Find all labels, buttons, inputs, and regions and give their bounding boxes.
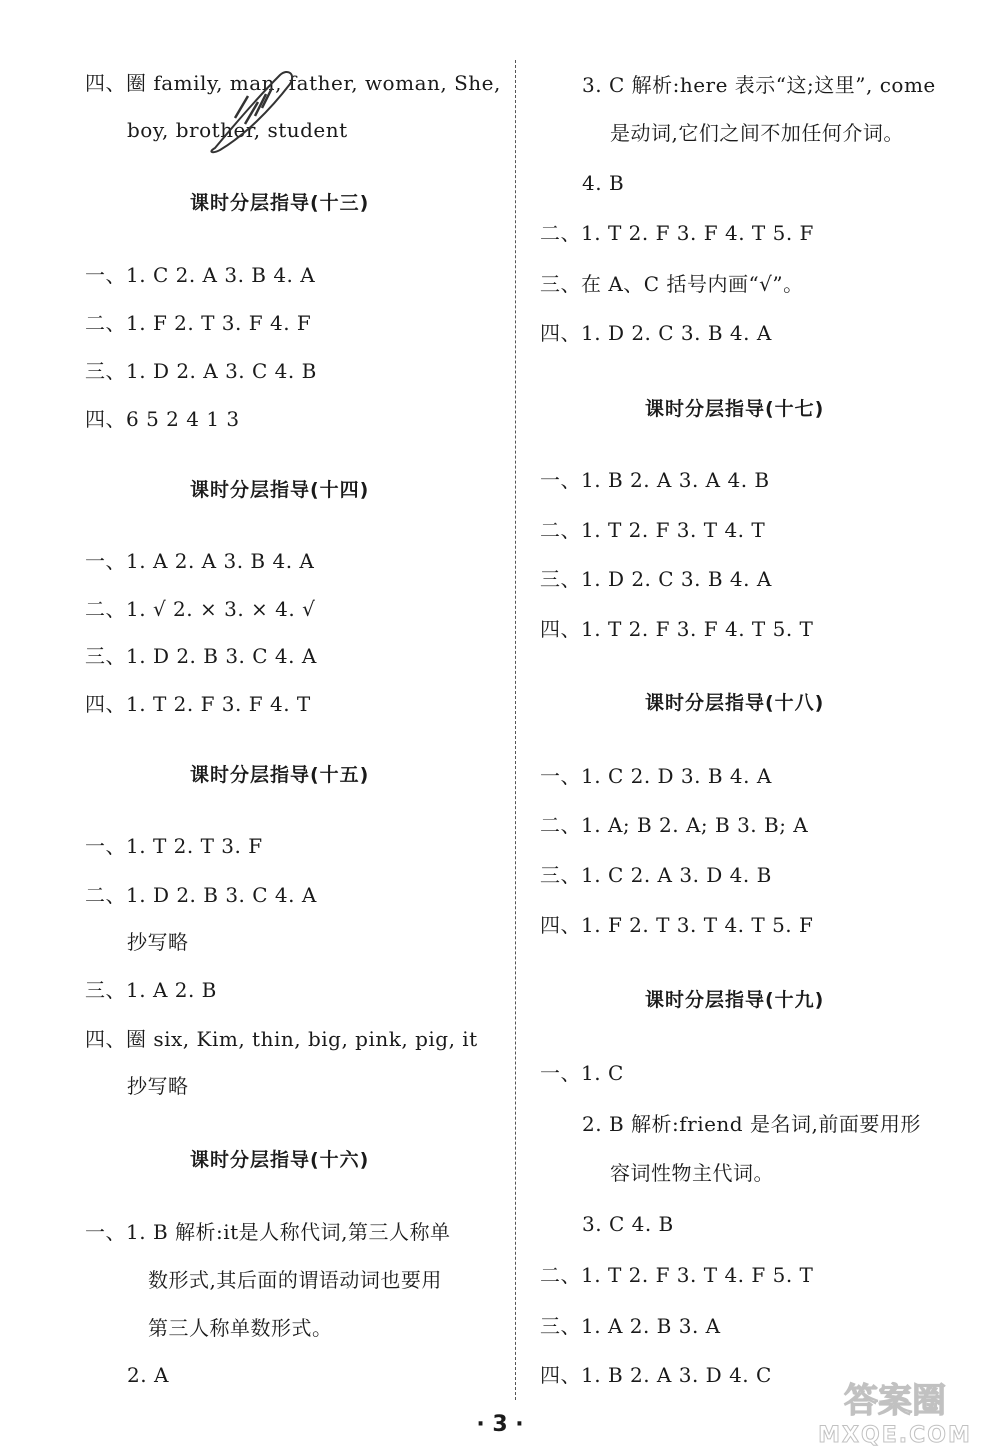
left-line-1: 四、圈 family, man, father, woman, She,: [85, 71, 501, 95]
section-heading-14: 课时分层指导(十四): [190, 479, 370, 501]
right-line-20: 容词性物主代词。: [610, 1161, 774, 1185]
page-number: · 3 ·: [476, 1412, 524, 1437]
left-line-5: 二、1. F 2. T 3. F 4. F: [85, 311, 312, 335]
left-line-21: 一、1. B 解析:it是人称代词,第三人称单: [85, 1220, 451, 1244]
right-line-1: 3. C 解析:here 表示“这;这里”, come: [582, 73, 936, 97]
right-line-23: 三、1. A 2. B 3. A: [540, 1314, 721, 1338]
left-line-6: 三、1. D 2. A 3. C 4. B: [85, 359, 317, 383]
right-line-18: 一、1. C: [540, 1061, 624, 1085]
left-line-4: 一、1. C 2. A 3. B 4. A: [85, 263, 316, 287]
right-line-10: 三、1. D 2. C 3. B 4. A: [540, 567, 772, 591]
left-line-19: 抄写略: [127, 1074, 189, 1098]
left-line-7: 四、6 5 2 4 1 3: [85, 407, 240, 431]
right-line-3: 4. B: [582, 171, 625, 195]
left-line-11: 三、1. D 2. B 3. C 4. A: [85, 644, 317, 668]
svg-text:答案圈: 答案圈: [844, 1381, 946, 1421]
section-heading-17: 课时分层指导(十七): [645, 398, 825, 420]
left-line-2: boy, brother, student: [127, 118, 348, 142]
pencil-scribble-icon: [200, 60, 300, 155]
right-line-19: 2. B 解析:friend 是名词,前面要用形: [582, 1112, 921, 1136]
left-line-23: 第三人称单数形式。: [148, 1316, 333, 1340]
right-line-24: 四、1. B 2. A 3. D 4. C: [540, 1363, 772, 1387]
section-heading-18: 课时分层指导(十八): [645, 692, 825, 714]
left-line-16: 抄写略: [127, 930, 189, 954]
left-line-10: 二、1. √ 2. × 3. × 4. √: [85, 597, 316, 621]
right-line-4: 二、1. T 2. F 3. F 4. T 5. F: [540, 221, 814, 245]
column-divider: [515, 60, 516, 1400]
section-heading-19: 课时分层指导(十九): [645, 989, 825, 1011]
left-line-24: 2. A: [127, 1363, 169, 1387]
right-line-16: 四、1. F 2. T 3. T 4. T 5. F: [540, 913, 814, 937]
section-heading-15: 课时分层指导(十五): [190, 764, 370, 786]
right-line-11: 四、1. T 2. F 3. F 4. T 5. T: [540, 617, 814, 641]
left-line-15: 二、1. D 2. B 3. C 4. A: [85, 883, 317, 907]
left-line-14: 一、1. T 2. T 3. F: [85, 834, 263, 858]
right-line-15: 三、1. C 2. A 3. D 4. B: [540, 863, 772, 887]
left-line-12: 四、1. T 2. F 3. F 4. T: [85, 692, 311, 716]
left-line-18: 四、圈 six, Kim, thin, big, pink, pig, it: [85, 1027, 478, 1051]
left-line-17: 三、1. A 2. B: [85, 978, 217, 1002]
section-heading-16: 课时分层指导(十六): [190, 1149, 370, 1171]
section-heading-13: 课时分层指导(十三): [190, 192, 370, 214]
right-line-22: 二、1. T 2. F 3. T 4. F 5. T: [540, 1263, 814, 1287]
right-line-21: 3. C 4. B: [582, 1212, 674, 1236]
right-line-2: 是动词,它们之间不加任何介词。: [610, 121, 904, 145]
right-line-13: 一、1. C 2. D 3. B 4. A: [540, 764, 772, 788]
svg-text:MXQE.COM: MXQE.COM: [818, 1423, 972, 1448]
right-line-5: 三、在 A、C 括号内画“√”。: [540, 272, 804, 296]
right-line-14: 二、1. A; B 2. A; B 3. B; A: [540, 813, 809, 837]
right-line-6: 四、1. D 2. C 3. B 4. A: [540, 321, 772, 345]
left-line-22: 数形式,其后面的谓语动词也要用: [148, 1268, 442, 1292]
left-line-9: 一、1. A 2. A 3. B 4. A: [85, 549, 315, 573]
watermark-logo: [800, 1370, 990, 1450]
right-line-8: 一、1. B 2. A 3. A 4. B: [540, 468, 770, 492]
right-line-9: 二、1. T 2. F 3. T 4. T: [540, 518, 766, 542]
